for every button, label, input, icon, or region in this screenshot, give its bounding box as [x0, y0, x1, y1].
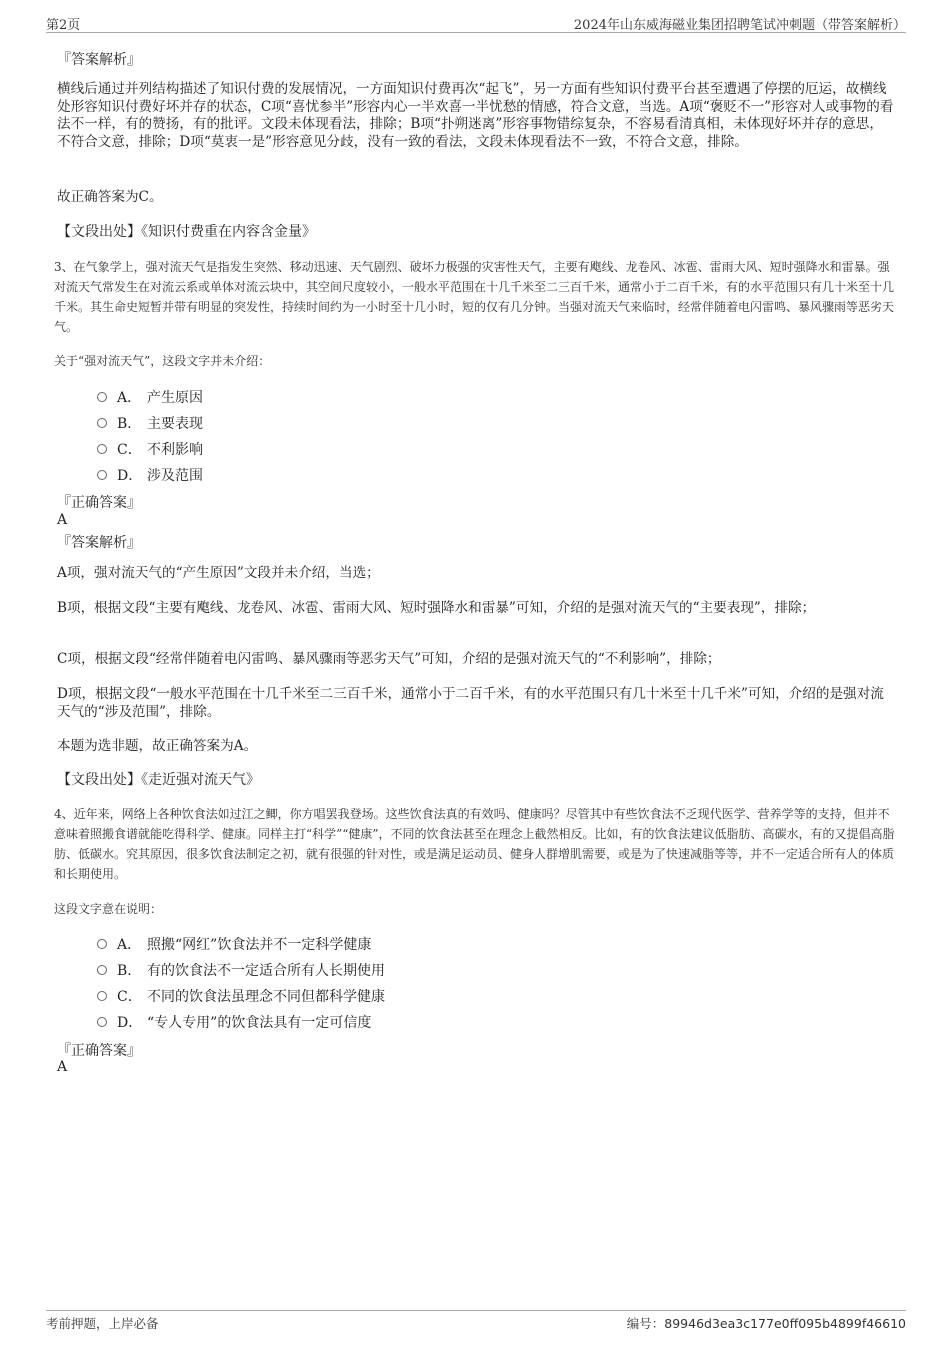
- q4-question: 这段文字意在说明：: [54, 902, 163, 916]
- q4-option-b[interactable]: [97, 960, 385, 980]
- radio-icon[interactable]: [97, 470, 107, 480]
- footer-slogan: 考前押题，上岸必备: [46, 1316, 159, 1331]
- q4-option-a[interactable]: [97, 934, 371, 954]
- q3-analysis-a: A项，强对流天气的“产生原因”文段并未介绍，当选；: [57, 565, 380, 581]
- option-letter: A．: [117, 937, 142, 953]
- q2-conclusion: 故正确答案为C。: [57, 189, 163, 205]
- radio-icon[interactable]: [97, 965, 107, 975]
- q4-stem: 4、近年来，网络上各种饮食法如过江之鲫，你方唱罢我登场。这些饮食法真的有效吗、健康吗？尽管其中有些饮食法不乏现代医学、营养学等的支持，但并不意味着照搬食谱就能吃得科学、健康。同样主打“科学”“健康”，不同的饮食法甚至在理念上截然相反。比如，有的饮食法建议低脂肪、高碳水，有的又提倡高脂肪、低碳水。究其原因，很多饮食法制定之初，就有很强的针对性，或是满足运动员、健身人群增肌需要，或是为了快速减脂等等，并不一定适合所有人的体质和长期使用。: [54, 807, 895, 881]
- radio-icon[interactable]: [97, 939, 107, 949]
- radio-icon[interactable]: [97, 418, 107, 428]
- q2-source: 【文段出处】《知识付费重在内容含金量》: [57, 224, 316, 240]
- page-footer: [46, 1310, 906, 1333]
- radio-icon[interactable]: [97, 444, 107, 454]
- radio-icon[interactable]: [97, 1017, 107, 1027]
- q3-option-d[interactable]: [97, 465, 203, 485]
- q3-answer-label: 『正确答案』: [57, 495, 141, 511]
- option-text: 不同的饮食法虽理念不同但都科学健康: [147, 989, 385, 1005]
- q3-option-a[interactable]: [97, 387, 203, 407]
- q2-analysis-label: 『答案解析』: [57, 52, 141, 68]
- q4-option-c[interactable]: [97, 986, 385, 1006]
- q4-answer-label: 『正确答案』: [57, 1043, 141, 1059]
- option-text: 不利影响: [147, 442, 203, 458]
- q4-answer: A: [57, 1059, 68, 1075]
- q3-source: 【文段出处】《走近强对流天气》: [57, 772, 260, 788]
- option-letter: C．: [117, 989, 142, 1005]
- option-text: 照搬“网红”饮食法并不一定科学健康: [147, 937, 372, 953]
- q3-answer: A: [57, 512, 68, 528]
- page-header: [46, 14, 906, 33]
- document-title: 2024年山东威海磁业集团招聘笔试冲刺题（带答案解析）: [573, 18, 906, 33]
- q3-conclusion: 本题为选非题，故正确答案为A。: [57, 738, 258, 754]
- q3-analysis-d: D项，根据文段“一般水平范围在十几千米至二三百千米，通常小于二百千米，有的水平范围只有几十米至十几千米”可知，介绍的是强对流天气的“涉及范围”，排除。: [57, 686, 884, 720]
- option-letter: B．: [117, 416, 142, 432]
- q3-analysis-b: B项，根据文段“主要有飑线、龙卷风、冰雹、雷雨大风、短时强降水和雷暴”可知，介绍的是强对流天气的“主要表现”，排除；: [57, 600, 816, 616]
- option-letter: D．: [117, 468, 143, 484]
- option-text: 产生原因: [147, 390, 203, 406]
- radio-icon[interactable]: [97, 991, 107, 1001]
- option-text: 涉及范围: [147, 468, 203, 484]
- option-text: 主要表现: [147, 416, 203, 432]
- code-label: 编号：: [626, 1316, 665, 1331]
- q2-analysis-text: 横线后通过并列结构描述了知识付费的发展情况，一方面知识付费再次“起飞”，另一方面有些知识付费平台甚至遭遇了停摆的厄运，故横线处形容知识付费好坏并存的状态，C项“喜忧参半”形容内心一半欢喜一半忧愁的情感，符合文意，当选。A项“褒贬不一”形容对人或事物的看法不一样，有的赞扬，有的批评。文段未体现看法，排除；B项“扑朔迷离”形容事物错综复杂，不容易看清真相，未体现好坏并存的意思，不符合文意，排除；D项“莫衷一是”形容意见分歧，没有一致的看法，文段未体现看法不一致，不符合文意，排除。: [57, 81, 894, 150]
- option-letter: D．: [117, 1015, 143, 1031]
- q3-option-b[interactable]: [97, 413, 203, 433]
- q3-question: 关于“强对流天气”，这段文字并未介绍：: [54, 354, 271, 368]
- option-text: “专人专用”的饮食法具有一定可信度: [147, 1015, 372, 1031]
- q4-option-d[interactable]: [97, 1012, 371, 1032]
- option-letter: A．: [117, 390, 142, 406]
- option-text: 有的饮食法不一定适合所有人长期使用: [147, 963, 385, 979]
- q3-option-c[interactable]: [97, 439, 203, 459]
- document-code: [627, 1314, 906, 1332]
- page-number: 第2页: [46, 18, 81, 33]
- q3-analysis-label: 『答案解析』: [57, 535, 141, 551]
- code-value: 89946d3ea3c177e0ff095b4899f46610: [664, 1316, 906, 1331]
- option-letter: B．: [117, 963, 142, 979]
- q3-stem: 3、在气象学上，强对流天气是指发生突然、移动迅速、天气剧烈、破坏力极强的灾害性天气，主要有飑线、龙卷风、冰雹、雷雨大风、短时强降水和雷暴。强对流天气常发生在对流云系或单体对流云块中，其空间尺度较小，一般水平范围在十几千米至二三百千米，通常小于二百千米，有的水平范围只有几十米至十几千米。其生命史短暂并带有明显的突发性，持续时间约为一小时至十几小时，短的仅有几分钟。当强对流天气来临时，经常伴随着电闪雷鸣、暴风骤雨等恶劣天气。: [54, 260, 895, 334]
- q3-analysis-c: C项，根据文段“经常伴随着电闪雷鸣、暴风骤雨等恶劣天气”可知，介绍的是强对流天气的“不利影响”，排除；: [57, 651, 721, 667]
- option-letter: C．: [117, 442, 142, 458]
- radio-icon[interactable]: [97, 392, 107, 402]
